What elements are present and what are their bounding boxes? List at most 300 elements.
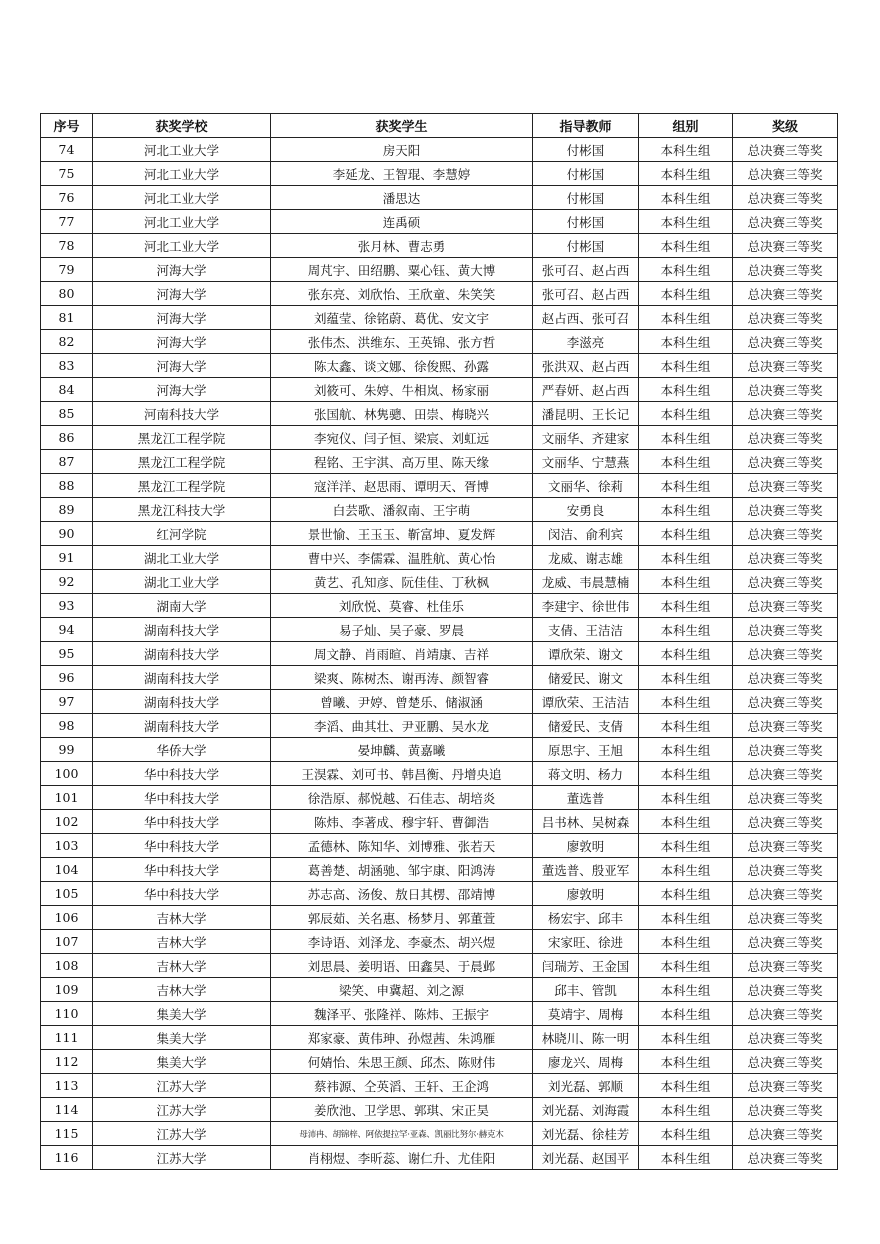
cell-students: 孟德林、陈知华、刘博雅、张若天 xyxy=(271,834,533,858)
cell-award: 总决赛三等奖 xyxy=(733,546,838,570)
cell-group: 本科生组 xyxy=(639,762,733,786)
cell-advisors: 安勇良 xyxy=(533,498,639,522)
cell-advisors: 谭欣荣、王洁洁 xyxy=(533,690,639,714)
cell-index: 103 xyxy=(41,834,93,858)
table-row xyxy=(41,1050,838,1074)
table-header-row xyxy=(41,114,838,138)
table-row xyxy=(41,498,838,522)
cell-award: 总决赛三等奖 xyxy=(733,594,838,618)
cell-advisors: 刘光磊、徐桂芳 xyxy=(533,1122,639,1146)
cell-students: 连禹硕 xyxy=(271,210,533,234)
table-row xyxy=(41,1002,838,1026)
cell-advisors: 潘昆明、王长记 xyxy=(533,402,639,426)
table-row xyxy=(41,954,838,978)
cell-award: 总决赛三等奖 xyxy=(733,786,838,810)
cell-students: 易子灿、吴子豪、罗晨 xyxy=(271,618,533,642)
cell-advisors: 刘光磊、赵国平 xyxy=(533,1146,639,1170)
table-row xyxy=(41,522,838,546)
cell-index: 114 xyxy=(41,1098,93,1122)
cell-school: 吉林大学 xyxy=(93,906,271,930)
cell-students: 周文静、肖雨暄、肖靖康、吉祥 xyxy=(271,642,533,666)
cell-students: 肖栩煜、李昕蕊、谢仁升、尤佳阳 xyxy=(271,1146,533,1170)
cell-advisors: 支倩、王洁洁 xyxy=(533,618,639,642)
cell-index: 81 xyxy=(41,306,93,330)
cell-index: 112 xyxy=(41,1050,93,1074)
cell-school: 集美大学 xyxy=(93,1050,271,1074)
cell-students: 寇洋洋、赵思雨、谭明天、胥博 xyxy=(271,474,533,498)
cell-award: 总决赛三等奖 xyxy=(733,930,838,954)
table-row xyxy=(41,1122,838,1146)
cell-school: 河北工业大学 xyxy=(93,138,271,162)
cell-school: 河海大学 xyxy=(93,354,271,378)
header-index: 序号 xyxy=(41,114,93,138)
cell-school: 吉林大学 xyxy=(93,930,271,954)
cell-students: 梁爽、陈树杰、谢再涛、颜智睿 xyxy=(271,666,533,690)
cell-index: 99 xyxy=(41,738,93,762)
cell-advisors: 储爱民、支倩 xyxy=(533,714,639,738)
cell-group: 本科生组 xyxy=(639,810,733,834)
cell-award: 总决赛三等奖 xyxy=(733,306,838,330)
cell-award: 总决赛三等奖 xyxy=(733,282,838,306)
cell-index: 74 xyxy=(41,138,93,162)
cell-students: 张东亮、刘欣怡、王欣童、朱笑笑 xyxy=(271,282,533,306)
cell-group: 本科生组 xyxy=(639,1074,733,1098)
cell-group: 本科生组 xyxy=(639,282,733,306)
cell-advisors: 谭欣荣、谢文 xyxy=(533,642,639,666)
awards-table xyxy=(40,113,838,1170)
cell-school: 河北工业大学 xyxy=(93,186,271,210)
cell-advisors: 廖敦明 xyxy=(533,882,639,906)
cell-students: 蔡祎源、仝英滔、王轩、王企鸿 xyxy=(271,1074,533,1098)
cell-award: 总决赛三等奖 xyxy=(733,738,838,762)
table-row xyxy=(41,162,838,186)
cell-school: 红河学院 xyxy=(93,522,271,546)
table-row xyxy=(41,714,838,738)
cell-group: 本科生组 xyxy=(639,162,733,186)
cell-students: 葛善楚、胡涵驰、邹宇康、阳鸿涛 xyxy=(271,858,533,882)
cell-award: 总决赛三等奖 xyxy=(733,1050,838,1074)
cell-advisors: 张可召、赵占西 xyxy=(533,258,639,282)
cell-award: 总决赛三等奖 xyxy=(733,1002,838,1026)
cell-award: 总决赛三等奖 xyxy=(733,426,838,450)
cell-index: 83 xyxy=(41,354,93,378)
cell-group: 本科生组 xyxy=(639,834,733,858)
cell-advisors: 储爱民、谢文 xyxy=(533,666,639,690)
cell-award: 总决赛三等奖 xyxy=(733,1074,838,1098)
cell-advisors: 蒋文明、杨力 xyxy=(533,762,639,786)
cell-advisors: 付彬国 xyxy=(533,162,639,186)
cell-school: 华中科技大学 xyxy=(93,810,271,834)
table-row xyxy=(41,570,838,594)
cell-award: 总决赛三等奖 xyxy=(733,570,838,594)
cell-group: 本科生组 xyxy=(639,210,733,234)
cell-advisors: 吕书林、吴树森 xyxy=(533,810,639,834)
table-row xyxy=(41,594,838,618)
cell-group: 本科生组 xyxy=(639,954,733,978)
cell-award: 总决赛三等奖 xyxy=(733,858,838,882)
cell-school: 湖南科技大学 xyxy=(93,618,271,642)
cell-group: 本科生组 xyxy=(639,978,733,1002)
cell-advisors: 李滋亮 xyxy=(533,330,639,354)
table-row xyxy=(41,282,838,306)
cell-index: 88 xyxy=(41,474,93,498)
cell-index: 93 xyxy=(41,594,93,618)
cell-advisors: 张洪双、赵占西 xyxy=(533,354,639,378)
cell-students: 李宛仪、闫子恒、梁宸、刘虹远 xyxy=(271,426,533,450)
cell-advisors: 赵占西、张可召 xyxy=(533,306,639,330)
cell-advisors: 严春妍、赵占西 xyxy=(533,378,639,402)
cell-index: 102 xyxy=(41,810,93,834)
cell-students: 姜欣池、卫学思、郭琪、宋正昊 xyxy=(271,1098,533,1122)
table-row xyxy=(41,906,838,930)
cell-advisors: 李建宇、徐世伟 xyxy=(533,594,639,618)
cell-group: 本科生组 xyxy=(639,258,733,282)
cell-students: 曹中兴、李儒霖、温胜航、黄心怡 xyxy=(271,546,533,570)
cell-award: 总决赛三等奖 xyxy=(733,882,838,906)
cell-index: 89 xyxy=(41,498,93,522)
cell-index: 94 xyxy=(41,618,93,642)
cell-advisors: 闫瑞芳、王金国 xyxy=(533,954,639,978)
cell-award: 总决赛三等奖 xyxy=(733,474,838,498)
cell-index: 82 xyxy=(41,330,93,354)
cell-school: 河海大学 xyxy=(93,330,271,354)
table-row xyxy=(41,378,838,402)
cell-students: 景世愉、王玉玉、靳富坤、夏发辉 xyxy=(271,522,533,546)
cell-school: 吉林大学 xyxy=(93,954,271,978)
cell-students: 王淏霖、刘可书、韩昌衡、丹增央追 xyxy=(271,762,533,786)
cell-students: 白芸歌、潘叙南、王宇萌 xyxy=(271,498,533,522)
table-row xyxy=(41,738,838,762)
table-row xyxy=(41,450,838,474)
table-row xyxy=(41,402,838,426)
cell-award: 总决赛三等奖 xyxy=(733,834,838,858)
cell-advisors: 原思宇、王旭 xyxy=(533,738,639,762)
cell-students: 李延龙、王智琨、李慧婷 xyxy=(271,162,533,186)
cell-students: 房天阳 xyxy=(271,138,533,162)
header-award: 奖级 xyxy=(733,114,838,138)
cell-index: 91 xyxy=(41,546,93,570)
cell-group: 本科生组 xyxy=(639,930,733,954)
cell-index: 108 xyxy=(41,954,93,978)
table-body xyxy=(41,138,838,1170)
cell-students: 魏泽平、张隆祥、陈炜、王振宇 xyxy=(271,1002,533,1026)
cell-index: 78 xyxy=(41,234,93,258)
cell-advisors: 宋家旺、徐进 xyxy=(533,930,639,954)
cell-school: 华侨大学 xyxy=(93,738,271,762)
cell-group: 本科生组 xyxy=(639,1050,733,1074)
cell-advisors: 张可召、赵占西 xyxy=(533,282,639,306)
cell-group: 本科生组 xyxy=(639,738,733,762)
cell-students: 张国航、林隽骢、田崇、梅晓兴 xyxy=(271,402,533,426)
cell-group: 本科生组 xyxy=(639,1098,733,1122)
cell-index: 76 xyxy=(41,186,93,210)
cell-advisors: 刘光磊、刘海霞 xyxy=(533,1098,639,1122)
cell-advisors: 付彬国 xyxy=(533,138,639,162)
cell-index: 111 xyxy=(41,1026,93,1050)
cell-index: 86 xyxy=(41,426,93,450)
cell-group: 本科生组 xyxy=(639,138,733,162)
table-row xyxy=(41,978,838,1002)
cell-school: 河南科技大学 xyxy=(93,402,271,426)
cell-school: 河北工业大学 xyxy=(93,210,271,234)
cell-index: 104 xyxy=(41,858,93,882)
cell-advisors: 董选普 xyxy=(533,786,639,810)
cell-school: 湖北工业大学 xyxy=(93,570,271,594)
cell-index: 96 xyxy=(41,666,93,690)
cell-group: 本科生组 xyxy=(639,618,733,642)
header-group: 组别 xyxy=(639,114,733,138)
cell-advisors: 付彬国 xyxy=(533,186,639,210)
cell-students: 梁笑、申冀超、刘之源 xyxy=(271,978,533,1002)
table-row xyxy=(41,354,838,378)
cell-award: 总决赛三等奖 xyxy=(733,1146,838,1170)
cell-school: 江苏大学 xyxy=(93,1146,271,1170)
table-row xyxy=(41,186,838,210)
cell-school: 河北工业大学 xyxy=(93,234,271,258)
cell-school: 江苏大学 xyxy=(93,1074,271,1098)
table-row xyxy=(41,1026,838,1050)
cell-index: 92 xyxy=(41,570,93,594)
cell-school: 河海大学 xyxy=(93,258,271,282)
table-row xyxy=(41,858,838,882)
table-row xyxy=(41,546,838,570)
cell-students: 刘思晨、姜明语、田鑫昊、于晨邺 xyxy=(271,954,533,978)
cell-advisors: 闵洁、俞利宾 xyxy=(533,522,639,546)
table-row xyxy=(41,258,838,282)
cell-award: 总决赛三等奖 xyxy=(733,210,838,234)
cell-index: 116 xyxy=(41,1146,93,1170)
cell-school: 湖南科技大学 xyxy=(93,714,271,738)
cell-index: 85 xyxy=(41,402,93,426)
cell-school: 黑龙江工程学院 xyxy=(93,426,271,450)
cell-award: 总决赛三等奖 xyxy=(733,330,838,354)
cell-group: 本科生组 xyxy=(639,594,733,618)
cell-award: 总决赛三等奖 xyxy=(733,762,838,786)
cell-group: 本科生组 xyxy=(639,570,733,594)
cell-school: 河海大学 xyxy=(93,378,271,402)
cell-school: 黑龙江工程学院 xyxy=(93,474,271,498)
cell-school: 湖南科技大学 xyxy=(93,642,271,666)
cell-students: 周芃宇、田绍鹏、粟心钰、黄大博 xyxy=(271,258,533,282)
table-row xyxy=(41,642,838,666)
table-row xyxy=(41,474,838,498)
cell-group: 本科生组 xyxy=(639,234,733,258)
cell-school: 河北工业大学 xyxy=(93,162,271,186)
table-row xyxy=(41,690,838,714)
cell-group: 本科生组 xyxy=(639,1146,733,1170)
cell-award: 总决赛三等奖 xyxy=(733,642,838,666)
cell-school: 华中科技大学 xyxy=(93,762,271,786)
cell-group: 本科生组 xyxy=(639,882,733,906)
cell-school: 华中科技大学 xyxy=(93,858,271,882)
header-students: 获奖学生 xyxy=(271,114,533,138)
table-row xyxy=(41,1146,838,1170)
cell-group: 本科生组 xyxy=(639,690,733,714)
cell-group: 本科生组 xyxy=(639,426,733,450)
cell-index: 105 xyxy=(41,882,93,906)
cell-award: 总决赛三等奖 xyxy=(733,498,838,522)
cell-award: 总决赛三等奖 xyxy=(733,138,838,162)
cell-index: 95 xyxy=(41,642,93,666)
cell-advisors: 付彬国 xyxy=(533,234,639,258)
cell-group: 本科生组 xyxy=(639,546,733,570)
cell-school: 吉林大学 xyxy=(93,978,271,1002)
cell-students: 母沛冉、胡锦梓、阿依提拉罕·亚森、凯丽比努尔·赫克木 xyxy=(271,1122,533,1146)
cell-index: 106 xyxy=(41,906,93,930)
header-advisors: 指导教师 xyxy=(533,114,639,138)
table-row xyxy=(41,1074,838,1098)
cell-award: 总决赛三等奖 xyxy=(733,234,838,258)
cell-group: 本科生组 xyxy=(639,498,733,522)
cell-group: 本科生组 xyxy=(639,306,733,330)
cell-students: 张月林、曹志勇 xyxy=(271,234,533,258)
cell-students: 徐浩原、郝悦越、石佳志、胡培炎 xyxy=(271,786,533,810)
table-row xyxy=(41,234,838,258)
cell-index: 109 xyxy=(41,978,93,1002)
cell-students: 程铭、王宇淇、高万里、陈天缘 xyxy=(271,450,533,474)
cell-index: 79 xyxy=(41,258,93,282)
cell-award: 总决赛三等奖 xyxy=(733,162,838,186)
table-row xyxy=(41,762,838,786)
cell-group: 本科生组 xyxy=(639,906,733,930)
cell-award: 总决赛三等奖 xyxy=(733,1122,838,1146)
cell-index: 87 xyxy=(41,450,93,474)
cell-group: 本科生组 xyxy=(639,642,733,666)
cell-students: 苏志高、汤俊、敖日其楞、邵靖博 xyxy=(271,882,533,906)
cell-students: 李诗语、刘泽龙、李豪杰、胡兴煜 xyxy=(271,930,533,954)
table-row xyxy=(41,882,838,906)
cell-school: 华中科技大学 xyxy=(93,882,271,906)
cell-school: 湖北工业大学 xyxy=(93,546,271,570)
cell-award: 总决赛三等奖 xyxy=(733,954,838,978)
cell-award: 总决赛三等奖 xyxy=(733,450,838,474)
cell-index: 98 xyxy=(41,714,93,738)
cell-group: 本科生组 xyxy=(639,330,733,354)
cell-school: 河海大学 xyxy=(93,282,271,306)
cell-award: 总决赛三等奖 xyxy=(733,522,838,546)
cell-index: 90 xyxy=(41,522,93,546)
cell-index: 80 xyxy=(41,282,93,306)
cell-advisors: 文丽华、宁慧燕 xyxy=(533,450,639,474)
cell-award: 总决赛三等奖 xyxy=(733,186,838,210)
table-row xyxy=(41,330,838,354)
cell-advisors: 莫靖宇、周梅 xyxy=(533,1002,639,1026)
table-row xyxy=(41,1098,838,1122)
cell-school: 江苏大学 xyxy=(93,1098,271,1122)
cell-advisors: 邱丰、管凯 xyxy=(533,978,639,1002)
cell-group: 本科生组 xyxy=(639,666,733,690)
cell-students: 刘蕴莹、徐铭蔚、葛优、安文宇 xyxy=(271,306,533,330)
cell-students: 刘筱可、朱婷、牛相岚、杨家丽 xyxy=(271,378,533,402)
cell-index: 107 xyxy=(41,930,93,954)
cell-students: 郭辰茹、关名惠、杨梦月、郭董萱 xyxy=(271,906,533,930)
cell-group: 本科生组 xyxy=(639,474,733,498)
cell-school: 黑龙江科技大学 xyxy=(93,498,271,522)
cell-school: 湖南科技大学 xyxy=(93,666,271,690)
cell-award: 总决赛三等奖 xyxy=(733,714,838,738)
cell-award: 总决赛三等奖 xyxy=(733,978,838,1002)
cell-advisors: 廖敦明 xyxy=(533,834,639,858)
table-row xyxy=(41,210,838,234)
cell-index: 113 xyxy=(41,1074,93,1098)
cell-advisors: 林晓川、陈一明 xyxy=(533,1026,639,1050)
cell-advisors: 龙威、谢志雄 xyxy=(533,546,639,570)
table-row xyxy=(41,138,838,162)
cell-index: 110 xyxy=(41,1002,93,1026)
cell-award: 总决赛三等奖 xyxy=(733,666,838,690)
cell-school: 集美大学 xyxy=(93,1026,271,1050)
cell-students: 何婧怡、朱思王颜、邱杰、陈财伟 xyxy=(271,1050,533,1074)
cell-award: 总决赛三等奖 xyxy=(733,378,838,402)
cell-group: 本科生组 xyxy=(639,450,733,474)
table-row xyxy=(41,810,838,834)
cell-group: 本科生组 xyxy=(639,522,733,546)
header-school: 获奖学校 xyxy=(93,114,271,138)
table-row xyxy=(41,618,838,642)
cell-group: 本科生组 xyxy=(639,714,733,738)
table-row xyxy=(41,666,838,690)
cell-award: 总决赛三等奖 xyxy=(733,690,838,714)
cell-advisors: 廖龙兴、周梅 xyxy=(533,1050,639,1074)
cell-school: 江苏大学 xyxy=(93,1122,271,1146)
cell-students: 黄艺、孔知彦、阮佳佳、丁秋枫 xyxy=(271,570,533,594)
cell-group: 本科生组 xyxy=(639,786,733,810)
table-row xyxy=(41,426,838,450)
cell-advisors: 刘光磊、郭顺 xyxy=(533,1074,639,1098)
cell-award: 总决赛三等奖 xyxy=(733,1026,838,1050)
cell-students: 郑家豪、黄伟珅、孙煜茜、朱鸿雁 xyxy=(271,1026,533,1050)
cell-advisors: 董选普、殷亚军 xyxy=(533,858,639,882)
cell-school: 集美大学 xyxy=(93,1002,271,1026)
cell-advisors: 文丽华、徐莉 xyxy=(533,474,639,498)
cell-group: 本科生组 xyxy=(639,1122,733,1146)
cell-advisors: 付彬国 xyxy=(533,210,639,234)
cell-students: 陈太鑫、谈文娜、徐俊熙、孙露 xyxy=(271,354,533,378)
cell-group: 本科生组 xyxy=(639,1026,733,1050)
cell-award: 总决赛三等奖 xyxy=(733,618,838,642)
cell-school: 黑龙江工程学院 xyxy=(93,450,271,474)
cell-advisors: 龙威、韦晨慧楠 xyxy=(533,570,639,594)
table-row xyxy=(41,306,838,330)
cell-group: 本科生组 xyxy=(639,858,733,882)
cell-school: 湖南科技大学 xyxy=(93,690,271,714)
cell-school: 华中科技大学 xyxy=(93,786,271,810)
cell-group: 本科生组 xyxy=(639,378,733,402)
cell-school: 华中科技大学 xyxy=(93,834,271,858)
cell-group: 本科生组 xyxy=(639,1002,733,1026)
cell-award: 总决赛三等奖 xyxy=(733,258,838,282)
cell-award: 总决赛三等奖 xyxy=(733,1098,838,1122)
cell-award: 总决赛三等奖 xyxy=(733,906,838,930)
cell-group: 本科生组 xyxy=(639,402,733,426)
cell-award: 总决赛三等奖 xyxy=(733,810,838,834)
table-row xyxy=(41,930,838,954)
cell-students: 潘思达 xyxy=(271,186,533,210)
cell-group: 本科生组 xyxy=(639,354,733,378)
cell-index: 84 xyxy=(41,378,93,402)
cell-school: 河海大学 xyxy=(93,306,271,330)
cell-award: 总决赛三等奖 xyxy=(733,402,838,426)
cell-advisors: 杨宏宇、邱丰 xyxy=(533,906,639,930)
cell-index: 115 xyxy=(41,1122,93,1146)
cell-index: 101 xyxy=(41,786,93,810)
cell-students: 张伟杰、洪维东、王英锦、张方哲 xyxy=(271,330,533,354)
cell-award: 总决赛三等奖 xyxy=(733,354,838,378)
cell-students: 刘欣悦、莫睿、杜佳乐 xyxy=(271,594,533,618)
cell-students: 李滔、曲其壮、尹亚鹏、吴水龙 xyxy=(271,714,533,738)
cell-index: 77 xyxy=(41,210,93,234)
cell-index: 75 xyxy=(41,162,93,186)
